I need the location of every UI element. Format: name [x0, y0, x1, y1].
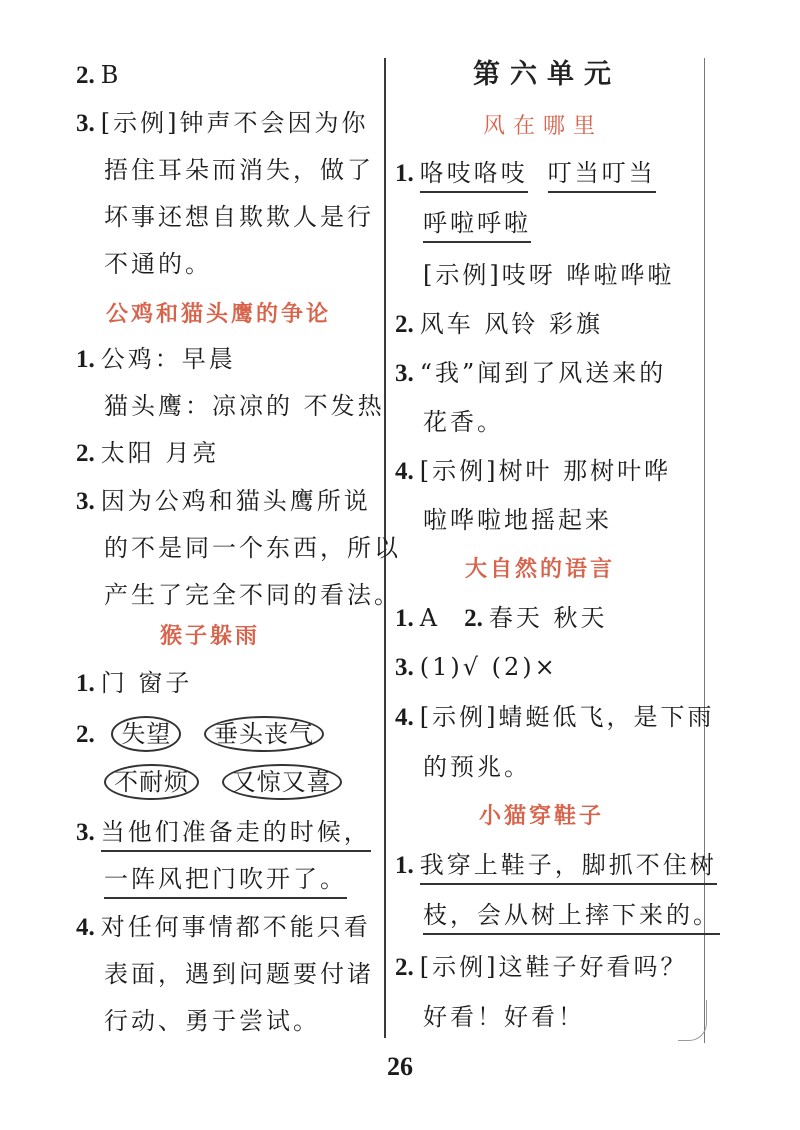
answer-line: 3. 因为公鸡和猫头鹰所说: [76, 487, 371, 515]
answer-line: 2. [示例]这鞋子好看吗？: [395, 953, 688, 981]
answer-line: 2. 失望 垂头丧气: [76, 716, 324, 752]
right-border: [704, 58, 705, 1043]
answer-line: 4. [示例]蜻蜓低飞，是下雨: [395, 703, 715, 731]
underlined-answer: 我穿上鞋子，脚抓不住树: [420, 851, 717, 885]
answer-line: 4. [示例]树叶 那树叶哗: [395, 457, 672, 485]
answer-line: [104, 864, 347, 894]
answer-line: 产生了完全不同的看法。: [104, 581, 401, 609]
circled-word: 不耐烦: [104, 764, 199, 800]
answer-line: 3. “我”闻到了风送来的: [395, 359, 667, 387]
section-heading: 猴子躲雨: [160, 624, 261, 649]
answer-line: 3. (1)√ (2)×: [395, 653, 558, 681]
answer-line: 花香。: [423, 408, 504, 436]
answer-line: [示例]吱呀 哗啦哗啦: [423, 261, 675, 289]
answer-line: 2. 风车 风铃 彩旗: [395, 310, 604, 338]
circled-word: 又惊又喜: [222, 764, 342, 800]
underlined-answer: 当他们准备走的时候，: [101, 818, 371, 852]
page-number: 26: [387, 1052, 413, 1081]
section-heading: 大自然的语言: [465, 557, 616, 582]
answer-line: 的预兆。: [423, 753, 531, 781]
answer-line: 1. 公鸡：早晨: [76, 345, 236, 373]
section-heading: 公鸡和猫头鹰的争论: [106, 302, 332, 327]
answer-line: [423, 900, 720, 930]
answer-line: 2. 太阳 月亮: [76, 439, 220, 467]
page-corner-decoration: [678, 1000, 707, 1041]
answer-line: 行动、勇于尝试。: [104, 1007, 320, 1035]
section-heading: 风在哪里: [483, 114, 604, 139]
answer-line: 1. A 2. 春天 秋天: [395, 604, 608, 632]
answer-line: 啦哗啦地摇起来: [423, 506, 612, 534]
answer-line: 1. 我穿上鞋子，脚抓不住树: [395, 850, 717, 881]
answer-line: 不通的。: [104, 250, 212, 278]
answer-line: 捂住耳朵而消失，做了: [104, 156, 374, 184]
answer-line: 2. B: [76, 61, 122, 89]
underlined-answer: 一阵风把门吹开了。: [104, 865, 347, 899]
answer-line: 3. 当他们准备走的时候，: [76, 817, 371, 848]
circled-word: 失望: [111, 716, 181, 752]
section-heading: 小猫穿鞋子: [479, 804, 605, 829]
answer-line: 猫头鹰：凉凉的 不发热: [104, 392, 385, 420]
circled-word: 垂头丧气: [204, 716, 324, 752]
unit-title: 第六单元: [473, 59, 621, 90]
answer-line: [104, 764, 342, 800]
underlined-answer: 呼啦呼啦: [423, 209, 531, 243]
answer-line: 4. 对任何事情都不能只看: [76, 913, 371, 941]
answer-line: 坏事还想自欺欺人是行: [104, 203, 374, 231]
answer-line: 好看！好看！: [423, 1003, 585, 1031]
answer-line: 表面，遇到问题要付诸: [104, 960, 374, 988]
underlined-answer: 咯吱咯吱: [420, 159, 528, 193]
answer-line: 1. 门 窗子: [76, 669, 193, 697]
underlined-answer: 叮当叮当: [548, 159, 656, 193]
answer-line: 的不是同一个东西，所以: [104, 534, 401, 562]
answer-line: [423, 208, 531, 238]
underlined-answer: 枝，会从树上摔下来的。: [423, 901, 720, 935]
answer-line: 3. [示例]钟声不会因为你: [76, 109, 369, 137]
answer-line: 1. 咯吱咯吱 叮当叮当: [395, 158, 656, 189]
